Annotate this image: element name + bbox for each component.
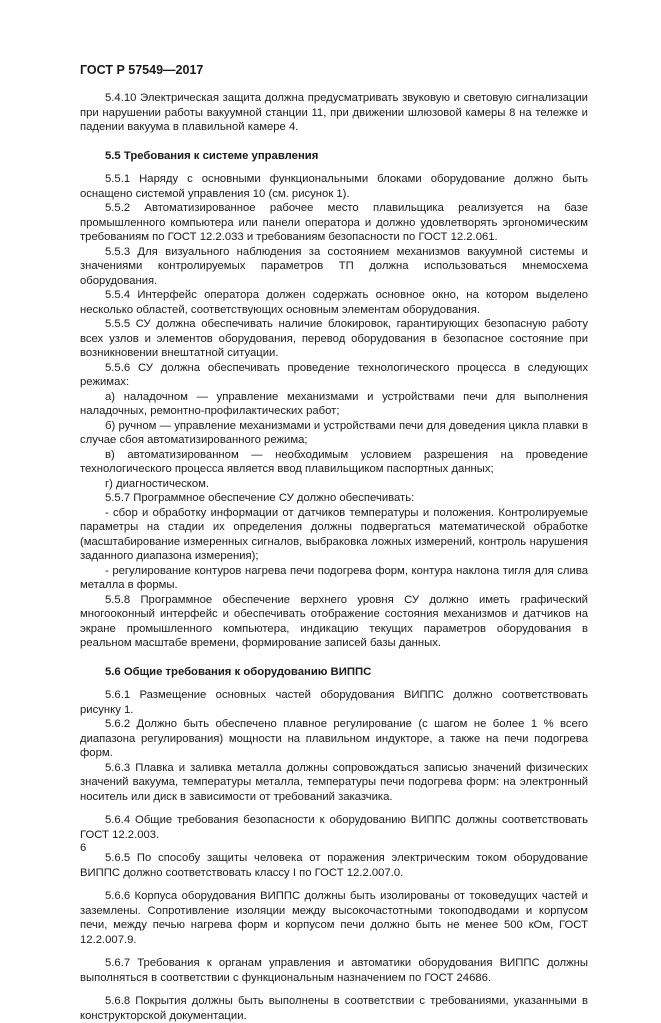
paragraph-5-6-3: 5.6.3 Плавка и заливка металла должны сопровождаться записью значений физических значений вакуума, температуры металла, температуры печи подогрева форм: на электронный носитель или диск в зависимости от требований заказчика. [80, 761, 588, 803]
paragraph-5-5-6: 5.5.6 СУ должна обеспечивать проведение технологического процесса в следующих режимах: [80, 361, 588, 388]
paragraph-5-5-3: 5.5.3 Для визуального наблюдения за состоянием механизмов вакуумной системы и значениями контролируемых параметров ТП должна использоваться мнемосхема оборудования. [80, 245, 588, 287]
list-item-dash-1: - сбор и обработку информации от датчиков температуры и положения. Контролируемые параметры на стадии их определения должны подвергаться математической обработке (масштабирование измеренных сигналов, выбраковка ложных измерений, контроль нарушения заданного диапазона измерения); [80, 506, 588, 562]
list-item-a: а) наладочном — управление механизмами и устройствами печи для выполнения наладочных, ремонтно-профилактических работ; [80, 390, 588, 417]
list-item-b: б) ручном — управление механизмами и устройствами печи для доведения цикла плавки в случае сбоя автоматизированного режима; [80, 419, 588, 446]
list-item-g: г) диагностическом. [105, 477, 210, 490]
paragraph-5-5-2: 5.5.2 Автоматизированное рабочее место плавильщика реализуется на базе промышленного компьютера или панели оператора и должно удовлетворять эргономическим требованиям по ГОСТ 12.2.033 и требованиям безопасности по ГОСТ 12.2.061. [80, 202, 588, 243]
page-number: 6 [80, 842, 87, 854]
document-body [80, 91, 588, 1023]
section-heading-5-5: 5.5 Требования к системе управления [105, 149, 319, 162]
paragraph-5-6-4: 5.6.4 Общие требования безопасности к оборудованию ВИППС должны соответствовать ГОСТ 12.2.003. [80, 814, 588, 841]
paragraph-5-5-4: 5.5.4 Интерфейс оператора должен содержать основное окно, на котором выделено несколько областей, соответствующих основным элементам оборудования. [80, 289, 588, 316]
list-item-v: в) автоматизированном — необходимым условием разрешения на проведение технологического процесса является ввод плавильщиком паспортных данных; [80, 448, 588, 475]
paragraph-5-5-1: 5.5.1 Наряду с основными функциональными блоками оборудование должно быть оснащено системой управления 10 (см. рисунок 1). [80, 173, 588, 200]
paragraph-5-5-7: 5.5.7 Программное обеспечение СУ должно обеспечивать: [105, 492, 415, 504]
paragraph-5-6-2: 5.6.2 Должно быть обеспечено плавное регулирование (с шагом не более 1 % всего диапазона регулирования) мощности на плавильном индукторе, а также на печи подогрева форм. [80, 718, 588, 759]
paragraph-5-6-6: 5.6.6 Корпуса оборудования ВИППС должны быть изолированы от токоведущих частей и заземлены. Сопротивление изоляции между высокочастотными токоподводами и корпусом печи, между печью нагрева форм и корпусом печи должно быть не менее 500 кОм, ГОСТ 12.2.007.9. [80, 890, 588, 946]
paragraph-5-5-8: 5.5.8 Программное обеспечение верхнего уровня СУ должно иметь графический многооконный интерфейс и обеспечивать отображение состояния механизмов и датчиков на экране промышленного компьютера, индикацию текущих параметров оборудования в реальном масштабе времени, формирование записей базы данных. [80, 593, 588, 649]
paragraph-5-6-7: 5.6.7 Требования к органам управления и автоматики оборудования ВИППС должны выполняться в соответствии с функциональным назначением по ГОСТ 24686. [80, 957, 588, 984]
paragraph-5-6-8: 5.6.8 Покрытия должны быть выполнены в соответствии с требованиями, указанными в конструкторской документации. [80, 995, 588, 1022]
list-item-dash-2: - регулирование контуров нагрева печи подогрева форм, контура наклона тигля для слива металла в формы. [80, 564, 588, 591]
paragraph-5-6-1: 5.6.1 Размещение основных частей оборудования ВИППС должно соответствовать рисунку 1. [80, 689, 588, 716]
paragraph-5-5-5: 5.5.5 СУ должна обеспечивать наличие блокировок, гарантирующих безопасную работу всех узлов и элементов оборудования, перевод оборудования в безопасное состояние при возникновении внештатной ситуации. [80, 318, 588, 359]
paragraph-5-4-10: 5.4.10 Электрическая защита должна предусматривать звуковую и световую сигнализации при нарушении работы вакуумной станции 11, при движении шлюзовой камеры 8 на тележке и падении вакуума в плавильной камере 4. [80, 92, 588, 133]
section-heading-5-6: 5.6 Общие требования к оборудованию ВИППС [105, 665, 372, 678]
paragraph-5-6-5: 5.6.5 По способу защиты человека от поражения электрическим током оборудование ВИППС должно соответствовать классу I по ГОСТ 12.2.007.0. [80, 852, 588, 879]
document-header: ГОСТ Р 57549—2017 [80, 63, 204, 77]
